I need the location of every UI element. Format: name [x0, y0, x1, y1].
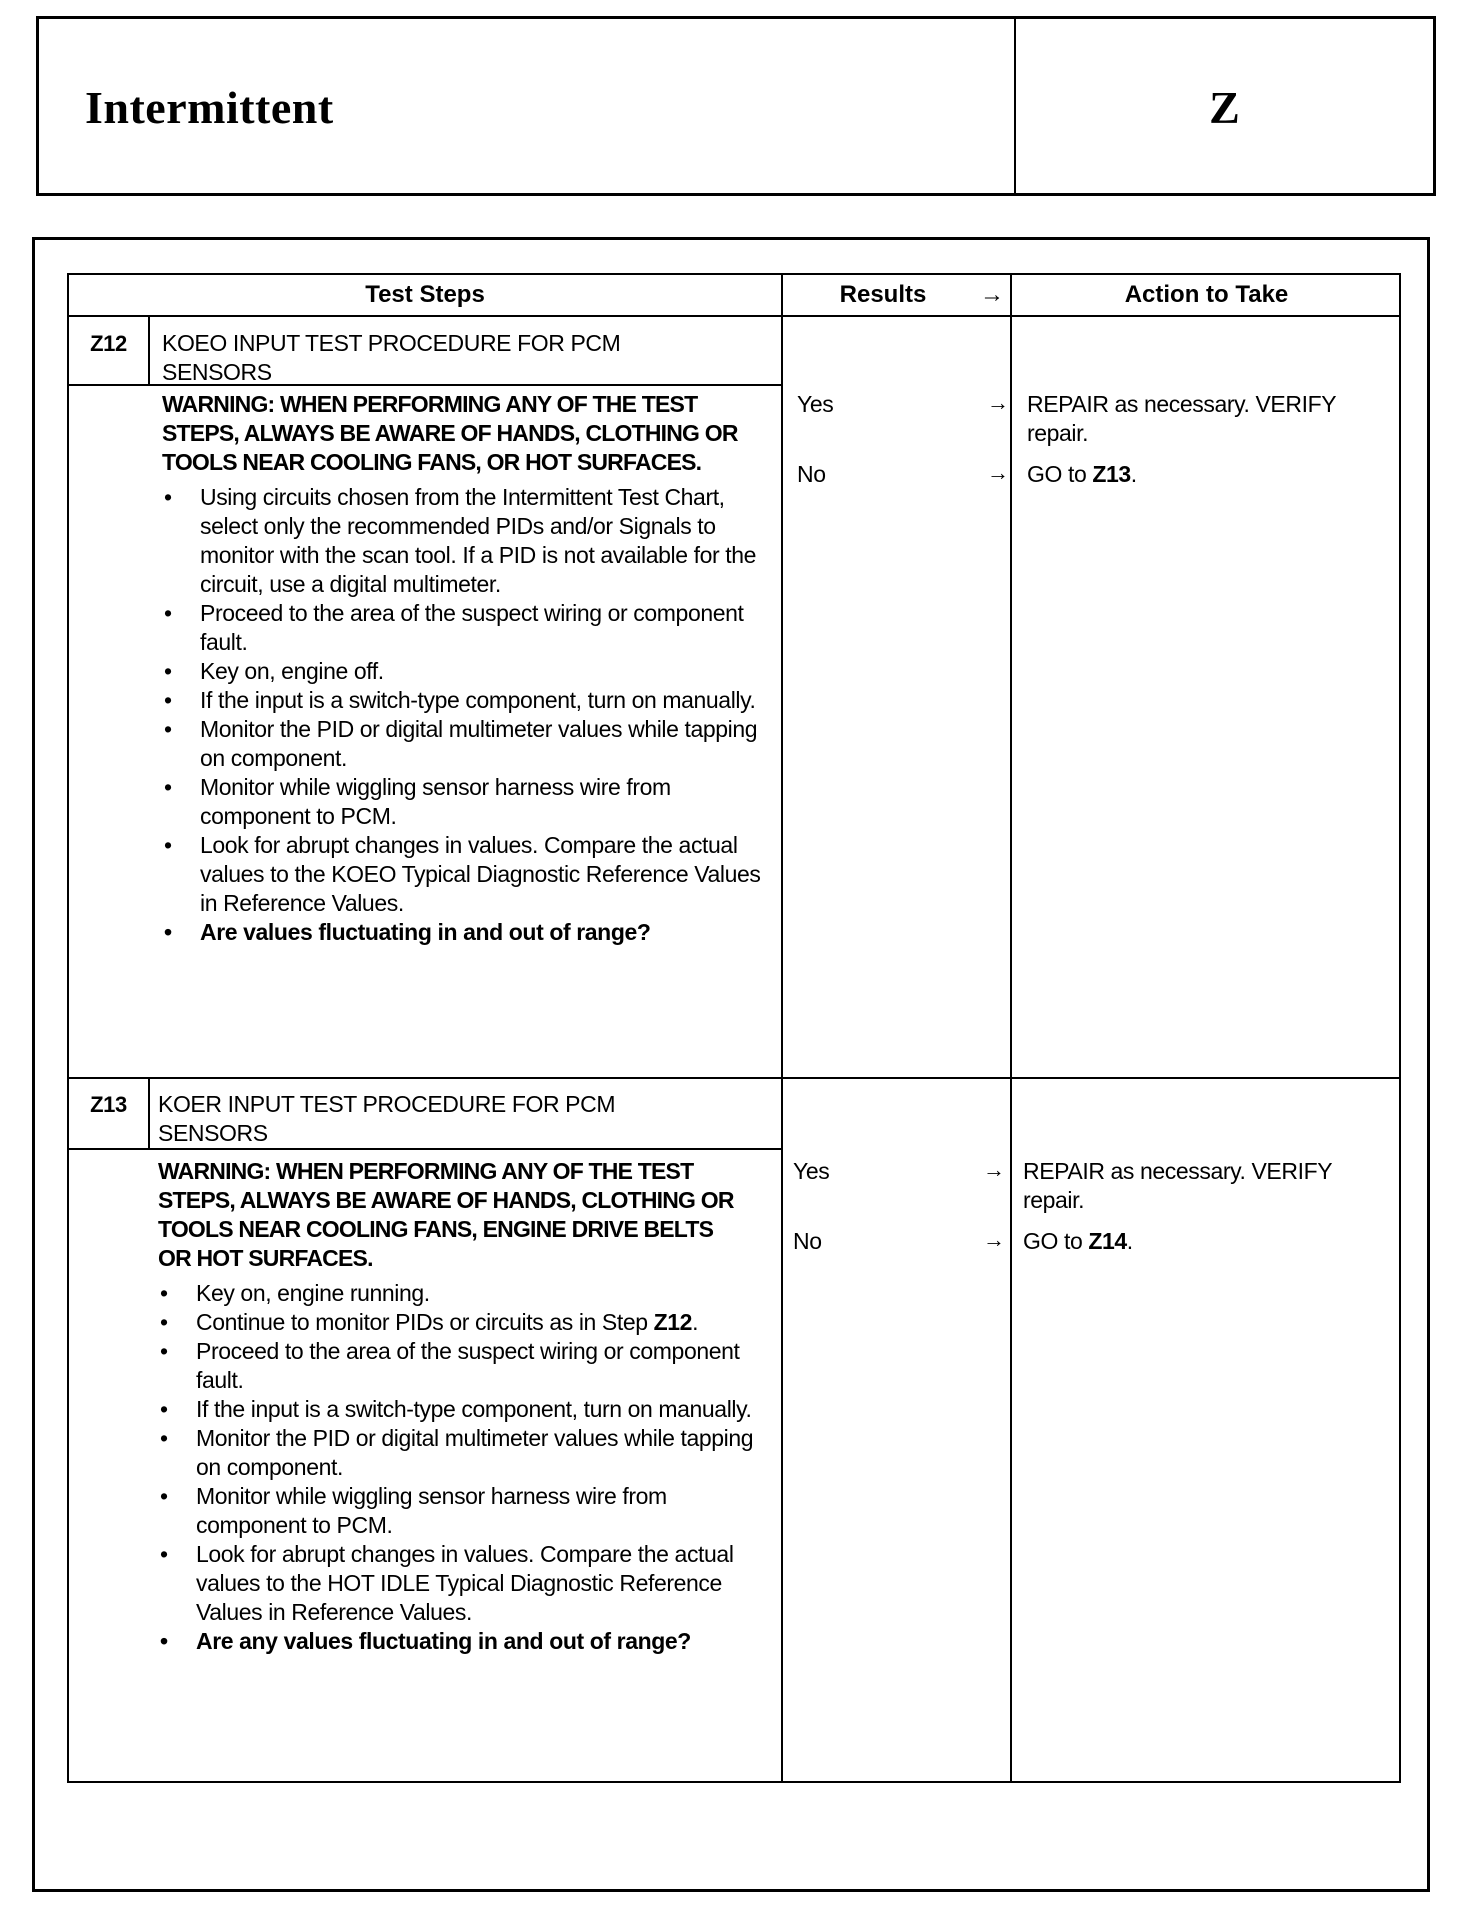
- arrow-icon: →: [983, 1157, 1005, 1182]
- bullet-icon: •: [164, 716, 172, 742]
- action-no: [1027, 460, 1137, 489]
- diagnostic-table: [67, 273, 1401, 1783]
- step-reference: Z14: [1088, 1228, 1127, 1254]
- bullet-list: [162, 483, 762, 947]
- result-no: No: [797, 461, 826, 487]
- action-text: .: [1130, 461, 1137, 487]
- bullet-icon: •: [160, 1425, 168, 1451]
- bullet-icon: •: [160, 1628, 168, 1654]
- list-item: [162, 773, 762, 831]
- col-divider: [781, 275, 783, 1781]
- step-body: [162, 390, 762, 947]
- section-title: Intermittent: [85, 82, 334, 133]
- result-yes: Yes: [793, 1158, 830, 1184]
- bullet-icon: •: [160, 1396, 168, 1422]
- action-text: GO to: [1023, 1228, 1089, 1254]
- bullet-icon: •: [160, 1338, 168, 1364]
- bullet-icon: •: [164, 687, 172, 713]
- header-row-line: [69, 315, 1399, 317]
- list-item-question: [158, 1627, 758, 1656]
- column-header-test-steps: Test Steps: [365, 281, 485, 308]
- list-item: [162, 715, 762, 773]
- bullet-text: Key on, engine off.: [200, 658, 384, 684]
- list-item: [158, 1308, 758, 1337]
- step-title: KOER INPUT TEST PROCEDURE FOR PCM SENSORS: [158, 1091, 616, 1146]
- bullet-text: If the input is a switch-type component, turn on manually.: [200, 687, 756, 713]
- step-body: [158, 1157, 758, 1656]
- bullet-text: Look for abrupt changes in values. Compare the actual values to the KOEO Typical Diagnostic Reference Values in Reference Values.: [200, 832, 761, 916]
- bullet-icon: •: [164, 658, 172, 684]
- bullet-text: If the input is a switch-type component, turn on manually.: [196, 1396, 752, 1422]
- action-text: GO to: [1027, 461, 1093, 487]
- bullet-text: Key on, engine running.: [196, 1280, 430, 1306]
- action-text: .: [1126, 1228, 1133, 1254]
- result-yes: Yes: [797, 391, 834, 417]
- list-item: [158, 1337, 758, 1395]
- list-item: [162, 483, 762, 599]
- bullet-text: Monitor while wiggling sensor harness wire from component to PCM.: [196, 1483, 667, 1538]
- page-header: [36, 16, 1436, 196]
- step-reference: Z12: [653, 1309, 693, 1335]
- list-item: [158, 1279, 758, 1308]
- list-item: [158, 1395, 758, 1424]
- step-title: KOEO INPUT TEST PROCEDURE FOR PCM SENSORS: [162, 330, 621, 385]
- row-line: [69, 1148, 783, 1150]
- list-item: [162, 599, 762, 657]
- bullet-text: Monitor the PID or digital multimeter values while tapping on component.: [200, 716, 758, 771]
- bullet-text: Continue to monitor PIDs or circuits as in Step: [196, 1309, 654, 1335]
- id-divider: [148, 1077, 150, 1148]
- column-header-action: Action to Take: [1124, 281, 1289, 308]
- id-divider: [148, 315, 150, 384]
- arrow-icon: →: [987, 390, 1009, 415]
- arrow-icon: →: [987, 460, 1009, 485]
- arrow-icon: →: [980, 281, 1004, 308]
- bullet-icon: •: [164, 600, 172, 626]
- list-item: [158, 1424, 758, 1482]
- bullet-list: [158, 1279, 758, 1656]
- bullet-text: Monitor while wiggling sensor harness wire from component to PCM.: [200, 774, 671, 829]
- bullet-icon: •: [164, 484, 172, 510]
- bullet-icon: •: [164, 774, 172, 800]
- section-letter: Z: [1209, 82, 1240, 133]
- bullet-text: Using circuits chosen from the Intermittent Test Chart, select only the recommended PIDs and/or Signals to monitor with the scan tool. If a PID is not available for the circuit, use a digital multimeter.: [200, 484, 757, 597]
- list-item: [158, 1540, 758, 1627]
- bullet-icon: •: [164, 832, 172, 858]
- list-item-question: [162, 918, 762, 947]
- row-line: [69, 1077, 1399, 1079]
- question-text: Are values fluctuating in and out of range?: [200, 919, 651, 945]
- list-item: [162, 657, 762, 686]
- bullet-text: .: [692, 1309, 699, 1335]
- action-yes: REPAIR as necessary. VERIFY repair.: [1023, 1158, 1332, 1213]
- list-item: [162, 686, 762, 715]
- warning-text: WARNING: WHEN PERFORMING ANY OF THE TEST STEPS, ALWAYS BE AWARE OF HANDS, CLOTHING OR TOOLS NEAR COOLING FANS, OR HOT SURFACES.: [162, 391, 738, 475]
- bullet-icon: •: [160, 1483, 168, 1509]
- warning-text: WARNING: WHEN PERFORMING ANY OF THE TEST STEPS, ALWAYS BE AWARE OF HANDS, CLOTHING OR TOOLS NEAR COOLING FANS, ENGINE DRIVE BELTS OR HOT SURFACES.: [158, 1158, 734, 1271]
- bullet-text: Proceed to the area of the suspect wiring or component fault.: [196, 1338, 740, 1393]
- bullet-text: Monitor the PID or digital multimeter values while tapping on component.: [196, 1425, 754, 1480]
- bullet-icon: •: [160, 1309, 168, 1335]
- step-reference: Z13: [1092, 461, 1131, 487]
- bullet-text: Proceed to the area of the suspect wiring or component fault.: [200, 600, 744, 655]
- bullet-icon: •: [160, 1541, 168, 1567]
- step-id: Z12: [90, 331, 127, 356]
- action-no: [1023, 1227, 1133, 1256]
- question-text: Are any values fluctuating in and out of range?: [196, 1628, 691, 1654]
- col-divider: [1010, 275, 1012, 1781]
- bullet-icon: •: [164, 919, 172, 945]
- result-no: No: [793, 1228, 822, 1254]
- action-yes: REPAIR as necessary. VERIFY repair.: [1027, 391, 1336, 446]
- column-header-results: Results: [839, 281, 927, 308]
- arrow-icon: →: [983, 1227, 1005, 1252]
- list-item: [158, 1482, 758, 1540]
- step-id: Z13: [90, 1092, 127, 1117]
- list-item: [162, 831, 762, 918]
- bullet-icon: •: [160, 1280, 168, 1306]
- bullet-text: Look for abrupt changes in values. Compare the actual values to the HOT IDLE Typical Diagnostic Reference Values in Reference Values.: [196, 1541, 734, 1625]
